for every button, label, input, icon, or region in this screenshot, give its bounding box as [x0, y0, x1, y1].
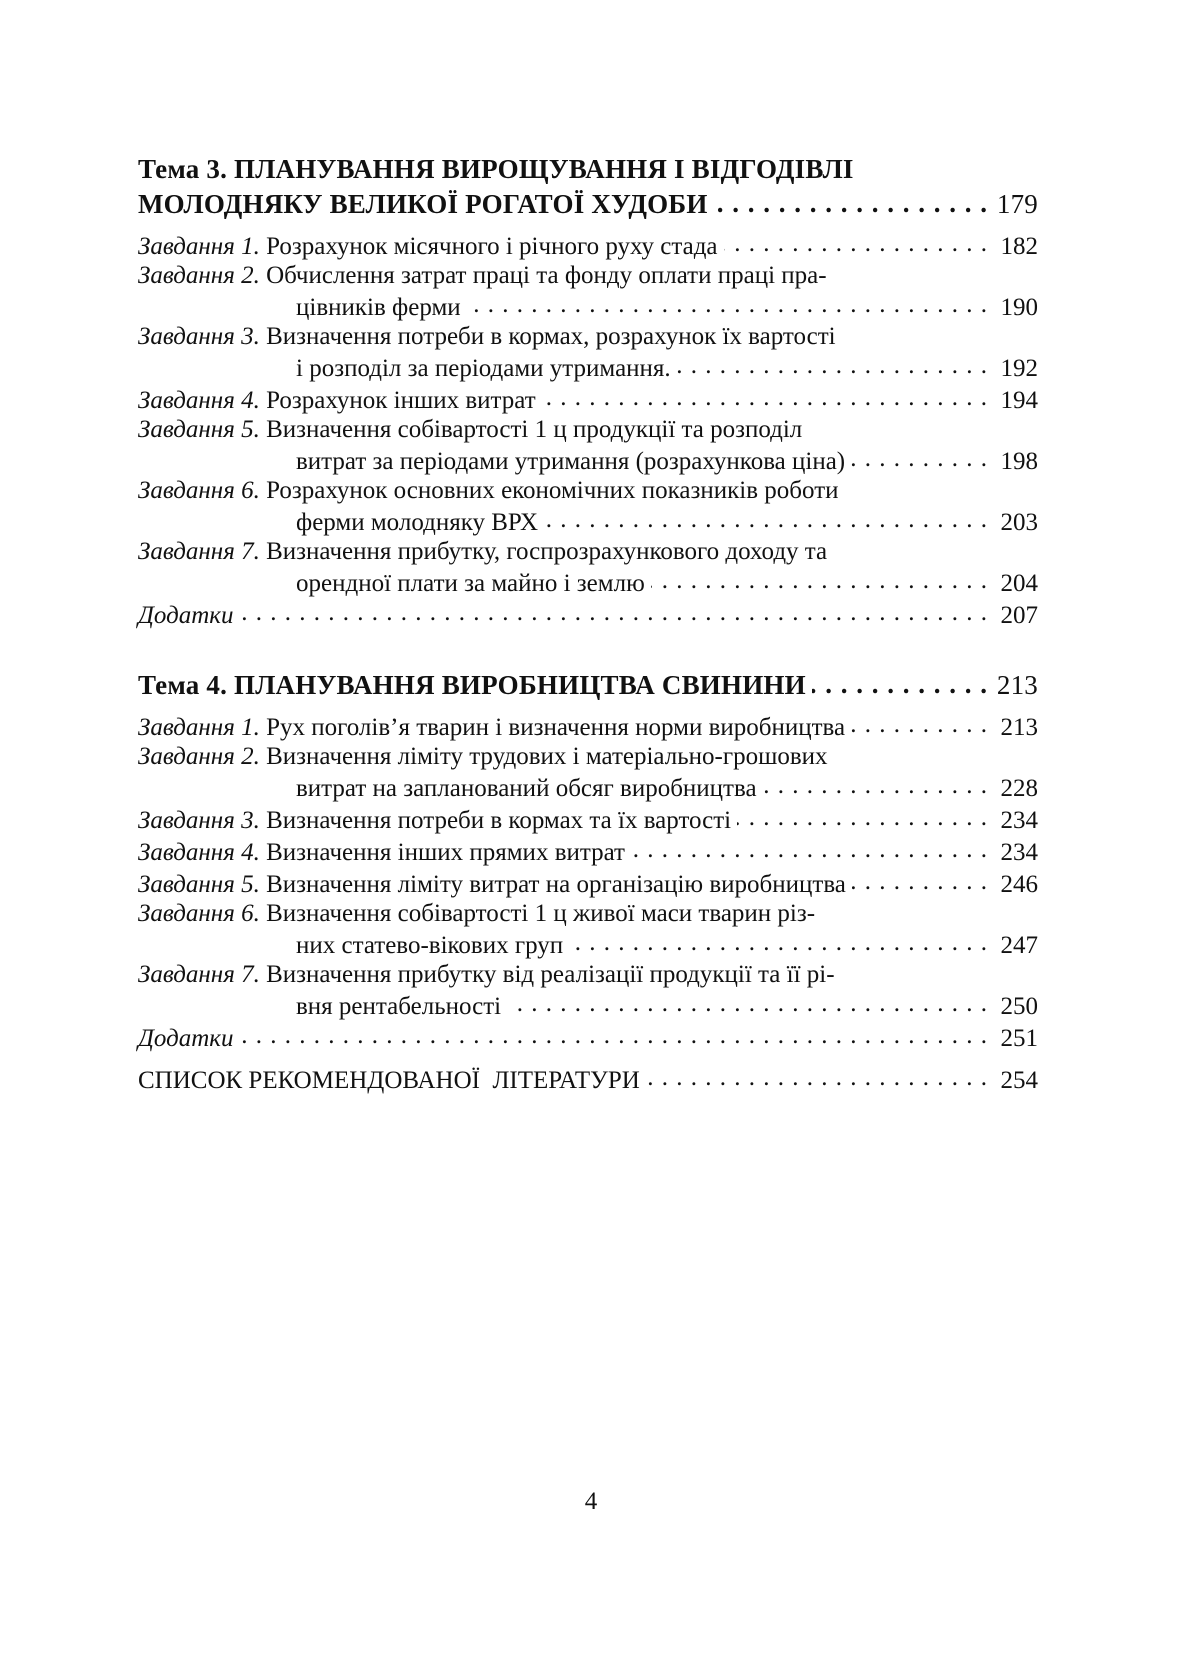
page-ref: 234 — [1000, 839, 1038, 866]
task-label: Завдання 7. — [138, 961, 260, 988]
section-heading — [138, 667, 1038, 702]
task-label: Завдання 4. — [138, 387, 260, 414]
task-text: Визначення потреби в кормах, розрахунок їх вартості — [266, 323, 836, 350]
task-label: Завдання 3. — [138, 807, 260, 834]
task-text-cont: орендної плати за майно і землю — [296, 570, 645, 597]
section-heading — [138, 152, 1038, 221]
toc-entry — [138, 803, 1038, 835]
task-text: Визначення прибутку від реалізації продукції та її рі- — [266, 961, 835, 988]
task-label: Завдання 5. — [138, 416, 260, 443]
page-ref: 247 — [1000, 932, 1038, 959]
task-list — [138, 229, 1038, 630]
toc-entry — [138, 322, 1038, 383]
dot-leader — [737, 803, 988, 828]
toc-entry — [138, 899, 1038, 960]
toc-entry — [138, 476, 1038, 537]
dot-leader — [239, 1021, 988, 1046]
task-text: Визначення собівартості 1 ц живої маси тварин різ- — [266, 900, 816, 927]
toc-entry — [138, 537, 1038, 598]
task-text: Обчислення затрат праці та фонду оплати праці пра- — [266, 262, 827, 289]
bibliography-label: СПИСОК РЕКОМЕНДОВАНОЇ ЛІТЕРАТУРИ — [138, 1067, 640, 1094]
task-label: Завдання 4. — [138, 839, 260, 866]
task-label: Завдання 1. — [138, 714, 260, 741]
task-text-cont: вня рентабельності — [296, 993, 502, 1020]
task-text: Визначення інших прямих витрат — [266, 839, 625, 866]
heading-title-line1: ПЛАНУВАННЯ ВИРОЩУВАННЯ І ВІДГОДІВЛІ — [234, 154, 854, 184]
heading-title-line2: МОЛОДНЯКУ ВЕЛИКОЇ РОГАТОЇ ХУДОБИ — [138, 189, 708, 219]
toc-entry — [138, 960, 1038, 1021]
task-text: Розрахунок основних економічних показників роботи — [266, 477, 839, 504]
dot-leader — [467, 290, 988, 315]
dot-leader — [763, 771, 988, 796]
appendix-label: Додатки — [138, 1025, 234, 1052]
task-list — [138, 710, 1038, 1053]
toc-section-theme-4 — [138, 667, 1038, 1053]
toc-entry — [138, 710, 1038, 742]
task-text: Визначення потреби в кормах та їх вартості — [266, 807, 732, 834]
heading-line-1 — [138, 152, 1038, 186]
heading-line-1 — [138, 667, 1038, 702]
dot-leader — [851, 710, 988, 735]
toc-entry — [138, 261, 1038, 322]
dot-leader — [812, 667, 988, 694]
page-ref: 204 — [1000, 570, 1038, 597]
toc-entry-appendix — [138, 598, 1038, 630]
page-ref: 194 — [1000, 387, 1038, 414]
task-text-cont: ферми молодняку ВРХ — [296, 509, 539, 536]
task-text-cont: і розподіл за періодами утримання. — [296, 355, 671, 382]
toc-entry — [138, 742, 1038, 803]
page-ref: 190 — [1000, 294, 1038, 321]
task-text-cont: витрат на запланований обсяг виробництва — [296, 775, 757, 802]
task-label: Завдання 6. — [138, 477, 260, 504]
toc-entry — [138, 835, 1038, 867]
page-ref: 251 — [1000, 1025, 1038, 1052]
page-ref: 213 — [996, 670, 1038, 700]
page-ref: 250 — [1000, 993, 1038, 1020]
toc-entry — [138, 383, 1038, 415]
toc-entry-appendix — [138, 1021, 1038, 1053]
task-text: Розрахунок інших витрат — [266, 387, 536, 414]
heading-prefix: Тема 3. — [138, 154, 228, 184]
page-ref: 254 — [1000, 1067, 1038, 1094]
dot-leader — [851, 444, 988, 469]
dot-leader — [677, 351, 988, 376]
dot-leader — [507, 989, 988, 1014]
toc-entry-bibliography — [138, 1063, 1038, 1096]
task-text-cont: цівників ферми — [296, 294, 461, 321]
task-text: Розрахунок місячного і річного руху стада — [266, 233, 718, 260]
heading-prefix: Тема 4. — [138, 670, 228, 700]
page-ref: 203 — [1000, 509, 1038, 536]
task-label: Завдання 2. — [138, 262, 260, 289]
heading-line-2 — [138, 186, 1038, 221]
task-text: Визначення собівартості 1 ц продукції та розподіл — [266, 416, 803, 443]
task-label: Завдання 1. — [138, 233, 260, 260]
task-label: Завдання 7. — [138, 538, 260, 565]
page-ref: 228 — [1000, 775, 1038, 802]
toc-entry — [138, 415, 1038, 476]
task-text-cont: витрат за періодами утримання (розрахункова ціна) — [296, 448, 846, 475]
page-ref: 179 — [996, 189, 1038, 219]
dot-leader — [569, 928, 988, 953]
task-text: Визначення ліміту трудових і матеріально-грошових — [266, 743, 828, 770]
heading-title-line1: ПЛАНУВАННЯ ВИРОБНИЦТВА СВИНИНИ — [234, 670, 806, 700]
task-text: Рух поголів’я тварин і визначення норми виробництва — [266, 714, 846, 741]
page-ref: 207 — [1000, 602, 1038, 629]
dot-leader — [542, 383, 988, 408]
task-label: Завдання 6. — [138, 900, 260, 927]
dot-leader — [631, 835, 988, 860]
dot-leader — [714, 186, 988, 213]
page-ref: 182 — [1000, 233, 1038, 260]
task-label: Завдання 3. — [138, 323, 260, 350]
dot-leader — [852, 867, 988, 892]
appendix-label: Додатки — [138, 602, 234, 629]
dot-leader — [544, 505, 988, 530]
task-text-cont: них статево-вікових груп — [296, 932, 564, 959]
dot-leader — [724, 229, 988, 254]
page-number: 4 — [584, 1488, 598, 1515]
toc-section-theme-3 — [138, 152, 1038, 630]
page-ref: 234 — [1000, 807, 1038, 834]
dot-leader — [646, 1063, 988, 1088]
dot-leader — [651, 566, 988, 591]
toc-entry — [138, 229, 1038, 261]
task-text: Визначення ліміту витрат на організацію виробництва — [266, 871, 846, 898]
page-ref: 198 — [1000, 448, 1038, 475]
dot-leader — [239, 598, 988, 623]
page-ref: 213 — [1000, 714, 1038, 741]
page-ref: 192 — [1000, 355, 1038, 382]
task-text: Визначення прибутку, госпрозрахункового доходу та — [266, 538, 828, 565]
page-ref: 246 — [1000, 871, 1038, 898]
toc-entry — [138, 867, 1038, 899]
task-label: Завдання 2. — [138, 743, 260, 770]
task-label: Завдання 5. — [138, 871, 260, 898]
